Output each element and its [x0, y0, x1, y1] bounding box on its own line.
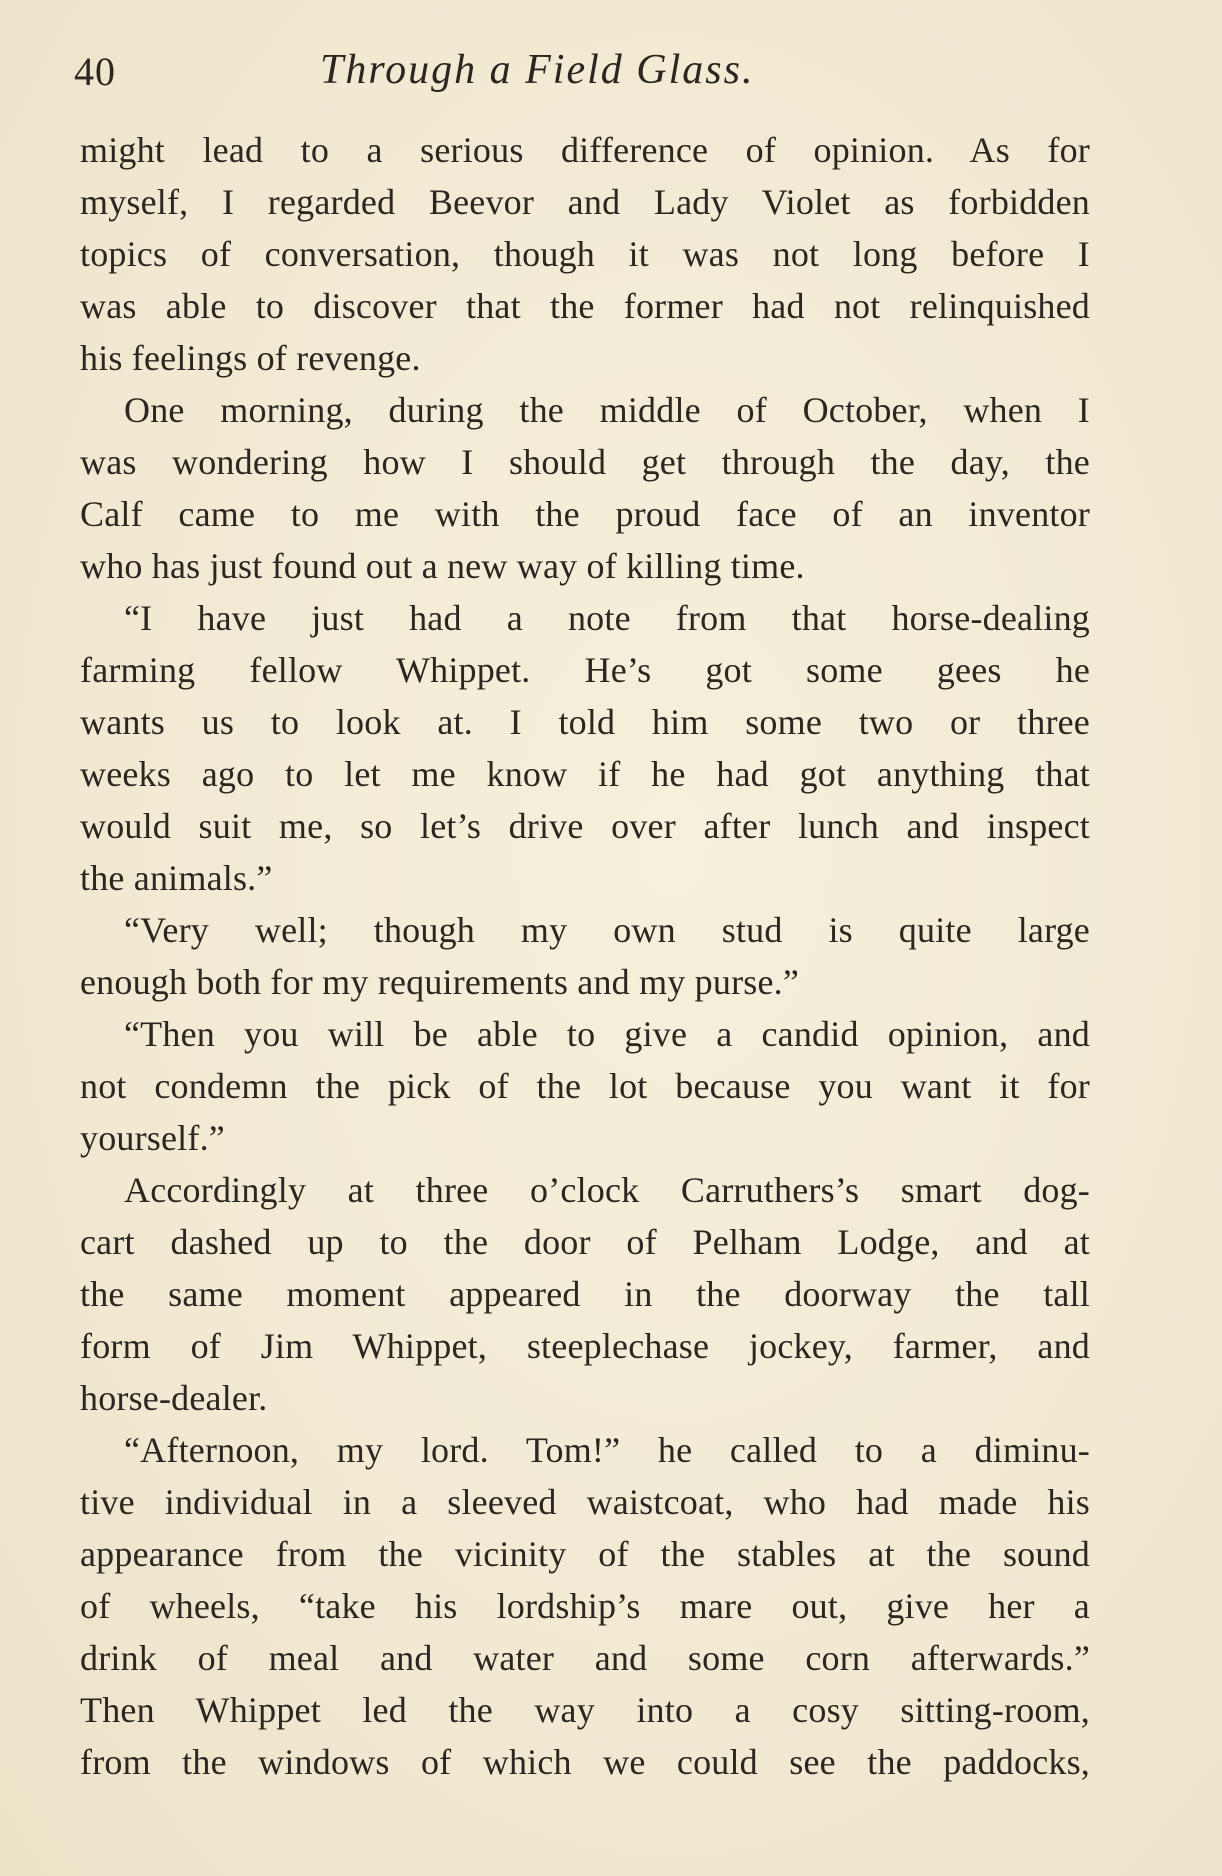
running-title: Through a Field Glass.: [320, 47, 755, 93]
text-line: tive individual in a sleeved waistcoat, who had made his: [80, 1482, 1090, 1522]
text-line: drink of meal and water and some corn afterwards.”: [80, 1638, 1090, 1678]
text-line: was wondering how I should get through the day, the: [80, 442, 1090, 482]
text-line: his feelings of revenge.: [80, 338, 421, 378]
text-line: would suit me, so let’s drive over after lunch and inspect: [80, 806, 1090, 846]
text-line: Accordingly at three o’clock Carruthers’s smart dog-: [124, 1170, 1090, 1210]
text-line: enough both for my requirements and my purse.”: [80, 962, 800, 1002]
text-line: from the windows of which we could see the paddocks,: [80, 1742, 1090, 1782]
text-line: form of Jim Whippet, steeplechase jockey, farmer, and: [80, 1326, 1090, 1366]
text-line: the animals.”: [80, 858, 273, 898]
text-line: One morning, during the middle of October, when I: [124, 390, 1090, 430]
text-line: might lead to a serious difference of opinion. As for: [80, 130, 1090, 170]
text-line: was able to discover that the former had not relinquished: [80, 286, 1090, 326]
text-line: “Afternoon, my lord. Tom!” he called to a diminu-: [124, 1430, 1090, 1470]
text-line: who has just found out a new way of killing time.: [80, 546, 805, 586]
text-line: “Then you will be able to give a candid opinion, and: [124, 1014, 1090, 1054]
text-line: Then Whippet led the way into a cosy sitting-room,: [80, 1690, 1090, 1730]
text-line: myself, I regarded Beevor and Lady Violet as forbidden: [80, 182, 1090, 222]
text-line: “I have just had a note from that horse-dealing: [124, 598, 1090, 638]
text-line: Calf came to me with the proud face of an inventor: [80, 494, 1090, 534]
text-line: of wheels, “take his lordship’s mare out, give her a: [80, 1586, 1090, 1626]
text-line: topics of conversation, though it was not long before I: [80, 234, 1090, 274]
text-line: cart dashed up to the door of Pelham Lodge, and at: [80, 1222, 1090, 1262]
text-line: “Very well; though my own stud is quite large: [124, 910, 1090, 950]
text-line: farming fellow Whippet. He’s got some gees he: [80, 650, 1090, 690]
text-line: the same moment appeared in the doorway the tall: [80, 1274, 1090, 1314]
page-header: [74, 42, 894, 102]
text-line: horse-dealer.: [80, 1378, 268, 1418]
text-line: not condemn the pick of the lot because you want it for: [80, 1066, 1090, 1106]
text-line: appearance from the vicinity of the stables at the sound: [80, 1534, 1090, 1574]
text-line: yourself.”: [80, 1118, 225, 1158]
page-number: 40: [74, 49, 116, 94]
text-line: weeks ago to let me know if he had got anything that: [80, 754, 1090, 794]
body-text: [80, 124, 1090, 1788]
text-line: wants us to look at. I told him some two or three: [80, 702, 1090, 742]
